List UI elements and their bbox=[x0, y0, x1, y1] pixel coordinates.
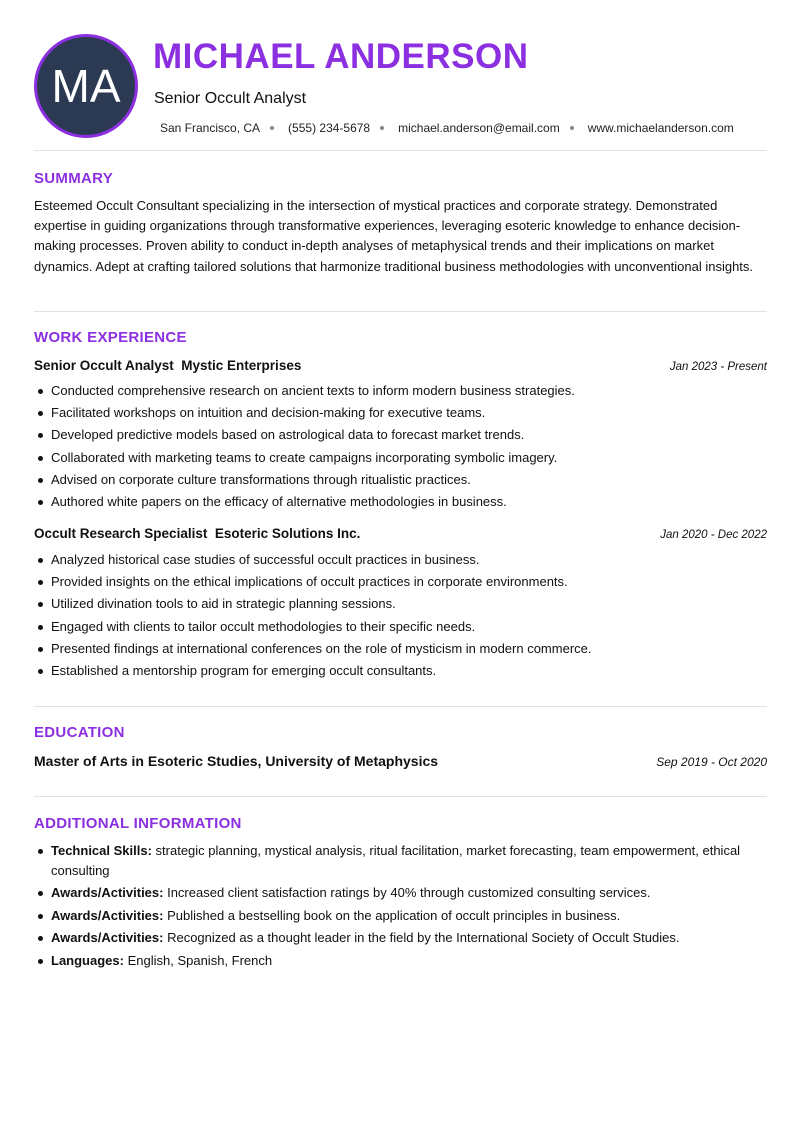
section-heading-additional: ADDITIONAL INFORMATION bbox=[34, 815, 242, 832]
contact-location: San Francisco, CA bbox=[160, 121, 261, 135]
list-item: Collaborated with marketing teams to create campaigns incorporating symbolic imagery. bbox=[34, 447, 767, 469]
list-item bbox=[34, 906, 767, 926]
list-item: Conducted comprehensive research on ancient texts to inform modern business strategies. bbox=[34, 380, 767, 402]
separator-dot-icon bbox=[270, 126, 274, 130]
avatar bbox=[34, 34, 138, 138]
section-heading-experience: WORK EXPERIENCE bbox=[34, 329, 187, 346]
list-item bbox=[34, 841, 767, 881]
job-header bbox=[34, 526, 767, 541]
section-heading-education: EDUCATION bbox=[34, 724, 125, 741]
item-text: Increased client satisfaction ratings by 40% through customized consulting services. bbox=[163, 885, 651, 901]
education-dates: Sep 2019 - Oct 2020 bbox=[656, 755, 767, 769]
candidate-name: MICHAEL ANDERSON bbox=[153, 37, 529, 76]
additional-list bbox=[34, 841, 767, 974]
section-heading-summary: SUMMARY bbox=[34, 170, 114, 187]
list-item: Provided insights on the ethical implications of occult practices in corporate environments. bbox=[34, 571, 767, 593]
list-item: Developed predictive models based on astrological data to forecast market trends. bbox=[34, 424, 767, 446]
education-entry bbox=[34, 753, 767, 769]
list-item: Analyzed historical case studies of successful occult practices in business. bbox=[34, 549, 767, 571]
divider bbox=[34, 150, 767, 151]
list-item: Presented findings at international conferences on the role of mysticism in modern commerce. bbox=[34, 638, 767, 660]
list-item: Utilized divination tools to aid in strategic planning sessions. bbox=[34, 593, 767, 615]
divider bbox=[34, 311, 767, 312]
item-label: Awards/Activities: bbox=[51, 885, 164, 901]
list-item: Facilitated workshops on intuition and decision-making for executive teams. bbox=[34, 402, 767, 424]
item-label: Languages: bbox=[51, 953, 124, 969]
separator-dot-icon bbox=[380, 126, 384, 130]
item-label: Technical Skills: bbox=[51, 843, 152, 858]
list-item: Authored white papers on the efficacy of alternative methodologies in business. bbox=[34, 491, 767, 513]
item-label: Awards/Activities: bbox=[51, 907, 164, 923]
candidate-title: Senior Occult Analyst bbox=[154, 90, 307, 107]
job-bullets bbox=[34, 380, 767, 513]
divider bbox=[34, 796, 767, 797]
item-text: English, Spanish, French bbox=[123, 953, 273, 969]
job-bullets bbox=[34, 549, 767, 682]
summary-text: Esteemed Occult Consultant specializing in the intersection of mystical practices and corporate strategy. Demonstrated expertise in guiding organizations through transformative experiences, leveraging esoteric knowledge to enhance decision-making processes. Proven ability to conduct in-depth analyses of metaphysical trends and their implications on market dynamics. Adept at crafting tailored solutions that harmonize traditional business methodologies with unconventional insights. bbox=[34, 198, 754, 274]
contact-phone: (555) 234-5678 bbox=[288, 121, 371, 135]
item-text: Recognized as a thought leader in the field by the International Society of Occult Studies. bbox=[163, 930, 680, 946]
divider bbox=[34, 706, 767, 707]
job-title: Senior Occult Analyst Mystic Enterprises bbox=[34, 358, 302, 373]
list-item bbox=[34, 928, 767, 948]
list-item bbox=[34, 951, 767, 971]
item-text: Published a bestselling book on the application of occult principles in business. bbox=[163, 907, 621, 923]
avatar-initials: MA bbox=[51, 60, 121, 112]
list-item: Established a mentorship program for emerging occult consultants. bbox=[34, 660, 767, 682]
separator-dot-icon bbox=[570, 126, 574, 130]
job-title: Occult Research Specialist Esoteric Solutions Inc. bbox=[34, 526, 361, 541]
education-degree: Master of Arts in Esoteric Studies, University of Metaphysics bbox=[34, 753, 439, 769]
contact-email[interactable]: michael.anderson@email.com bbox=[398, 121, 560, 135]
job-header bbox=[34, 358, 767, 373]
job-dates: Jan 2023 - Present bbox=[669, 361, 767, 373]
item-text: strategic planning, mystical analysis, ritual facilitation, market forecasting, team empowerment, ethical consulting bbox=[51, 843, 741, 878]
list-item: Advised on corporate culture transformations through ritualistic practices. bbox=[34, 469, 767, 491]
item-label: Awards/Activities: bbox=[51, 930, 164, 946]
list-item bbox=[34, 883, 767, 903]
contact-website[interactable]: www.michaelanderson.com bbox=[587, 121, 734, 135]
contact-line bbox=[160, 120, 734, 136]
job-dates: Jan 2020 - Dec 2022 bbox=[660, 529, 767, 541]
list-item: Engaged with clients to tailor occult methodologies to their specific needs. bbox=[34, 616, 767, 638]
